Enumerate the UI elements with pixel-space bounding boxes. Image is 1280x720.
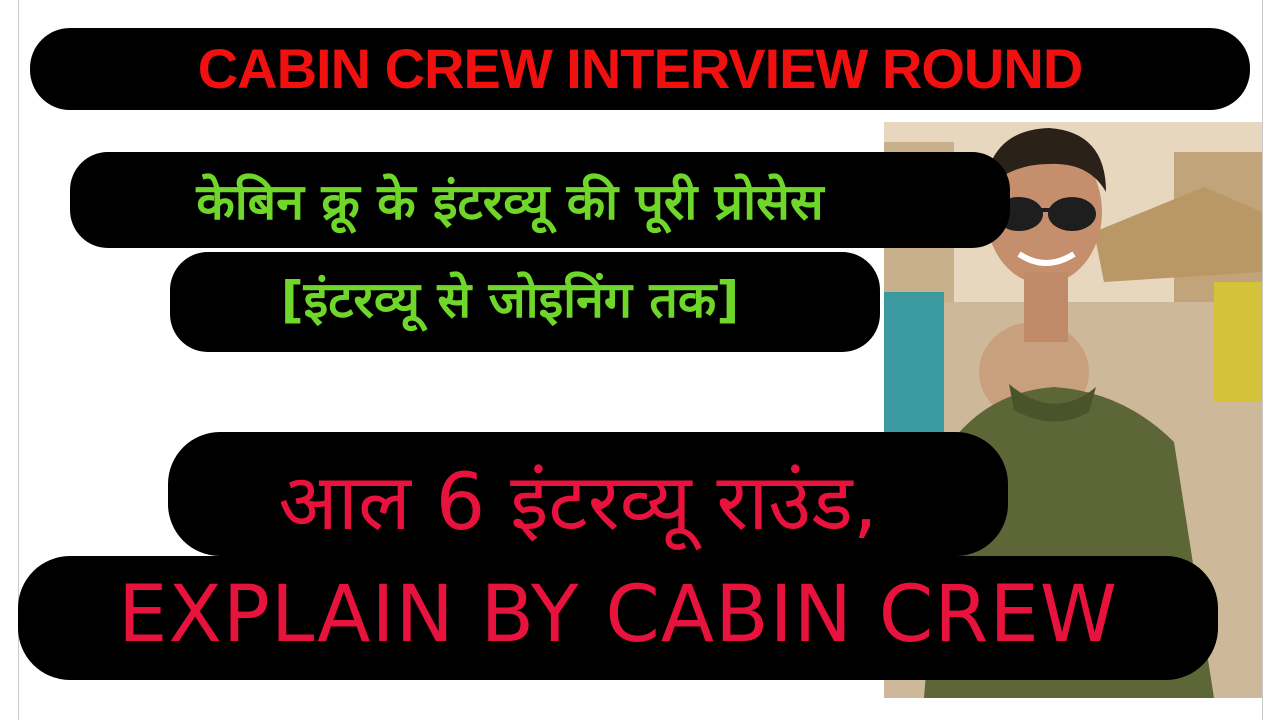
hindi-subtitle-line2: [इंटरव्यू से जोइनिंग तक] bbox=[280, 271, 740, 329]
hindi-subtitle bbox=[30, 152, 990, 364]
headline-line2: EXPLAIN BY CABIN CREW bbox=[118, 570, 1118, 660]
right-frame-line bbox=[1262, 0, 1263, 720]
headline-line1: आल 6 इंटरव्यू राउंड, bbox=[278, 458, 878, 548]
title-banner: CABIN CREW INTERVIEW ROUND bbox=[197, 37, 1083, 100]
headline bbox=[18, 432, 1218, 682]
hindi-subtitle-line1: केबिन क्रू के इंटरव्यू की पूरी प्रोसेस bbox=[196, 173, 824, 231]
